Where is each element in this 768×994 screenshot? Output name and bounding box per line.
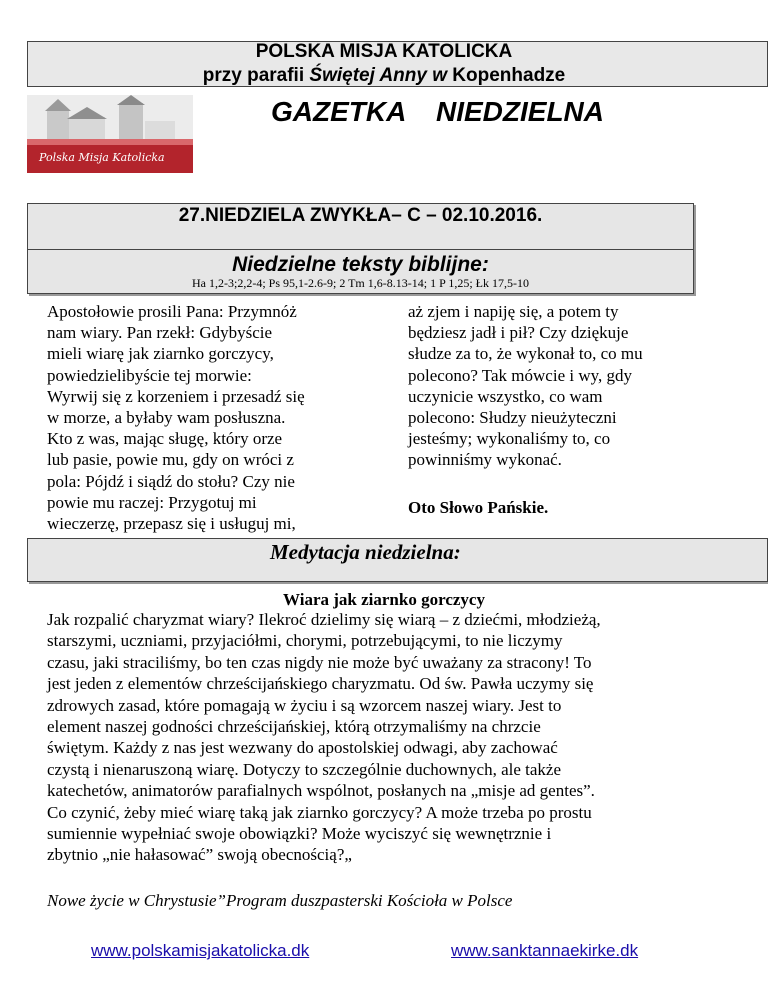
church-website-link[interactable]: www.sanktannaekirke.dk [451, 941, 639, 960]
gazetka-title: GAZETKA [271, 96, 407, 127]
parish-subtitle [0, 65, 768, 87]
logo-caption: Polska Misja Katolicka [39, 151, 165, 164]
gospel-left-column: Apostołowie prosili Pana: Przymnóż nam wiary. Pan rzekł: Gdybyście mieli wiarę jak ziarnko gorczycy, powiedzielibyście tej morwie: Wyrwij się z korzeniem i przesadź się w morze, a byłaby wam posłuszna. Kto z was, mając sługę, który orze lub pasie, powie mu, gdy on wróci z pola: Pójdź i siądź do stołu? Czy nie powie mu raczej: Przygotuj mi wieczerzę, przepasz się i usługuj mi, [47, 302, 305, 534]
meditation-body: Jak rozpalić charyzmat wiary? Ilekroć dzielimy się wiarą – z dziećmi, młodzieżą, starszymi, uczniami, przyjaciółmi, chorymi, potrzebującymi, to nie liczymy czasu, jaki straciliśmy, bo ten czas nigdy nie może być uważany za stracony! To jest jeden z elementów chrześcijańskiego charyzmatu. Od św. Pawła uczymy się zdrowych zasad, które pomagają w życiu i są wzorcem naszej wiary. Jest to element naszej godności chrześcijańskiej, którą otrzymaliśmy na chrzcie świętym. Każdy z nas jest wezwany do apostolskiej odwagi, aby zachować czystą i nienaruszoną wiarę. Dotyczy to szczególnie duchownych, ale także katechetów, animatorów parafialnych wspólnot, posłanych na „misje ad gentes”. Co czynić, żeby mieć wiarę taką jak ziarnko gorczycy? A może trzeba po prostu sumiennie wypełniać swoje obowiązki? Może wyciszyć się wewnętrznie i zbytnio „nie hałasować” swoją obecnością?„ [47, 610, 601, 865]
bible-references: Ha 1,2-3;2,2-4; Ps 95,1-2.6-9; 2 Tm 1,6-8.13-14; 1 P 1,25; Łk 17,5-10 [192, 276, 529, 290]
sunday-title: 27.NIEDZIELA ZWYKŁA– C – 02.10.2016. [178, 205, 543, 226]
gospel-closing: Oto Słowo Pańskie. [408, 498, 549, 517]
parish-name: Świętej Anny w [309, 65, 448, 86]
meditation-heading: Wiara jak ziarnko gorczycy [283, 590, 485, 609]
parish-prefix: przy parafii [202, 65, 310, 86]
mission-logo [27, 95, 193, 173]
meditation-title: Medytacja niedzielna: [270, 540, 461, 564]
meditation-source: Nowe życie w Chrystusie”Program duszpasterski Kościoła w Polsce [47, 891, 513, 910]
mission-title: POLSKA MISJA KATOLICKA [255, 41, 513, 62]
texts-title: Niedzielne teksty biblijne: [232, 253, 489, 276]
niedzielna-title: NIEDZIELNA [436, 96, 604, 127]
parish-city: Kopenhadze [447, 65, 566, 86]
gospel-right-column: aż zjem i napiję się, a potem ty będziesz jadł i pił? Czy dziękuje słudze za to, że wykonał to, co mu polecono? Tak mówcie i wy, gdy uczynicie wszystko, co wam polecono: Słudzy nieużyteczni jesteśmy; wykonaliśmy to, co powinniśmy wykonać. [408, 302, 643, 470]
mission-website-link[interactable]: www.polskamisjakatolicka.dk [91, 941, 310, 960]
